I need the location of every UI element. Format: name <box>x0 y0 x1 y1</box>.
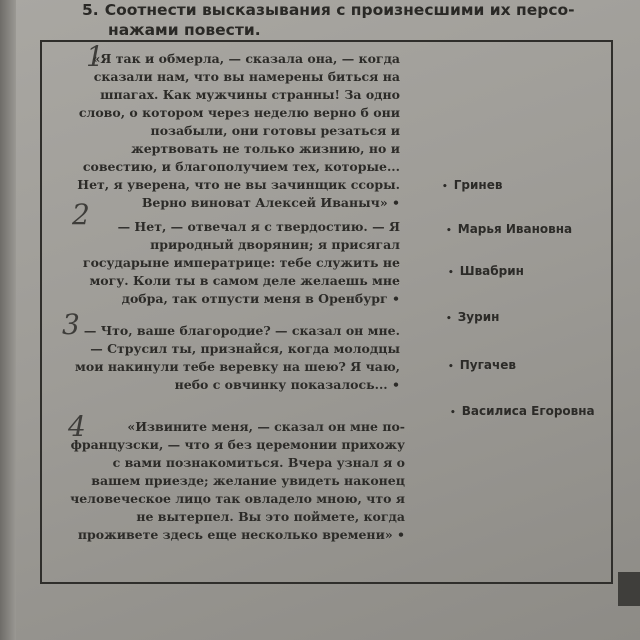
name-label: Пугачев <box>459 358 516 372</box>
handwritten-number-3: 3 <box>62 308 80 341</box>
quote-1: «Я так и обмерла, — сказала она, — когда сказали нам, что вы намерены биться на шпагах. Как мужчины странны! За одно слово, о котором через неделю верно б они позабыли, они готовы резаться и жертвовать не только жизнию, но и совестию, и благополучием тех, которые... Нет, я уверена, что не вы зачинщик ссоры. Верно виноват Алексей Иваныч» • <box>77 51 400 210</box>
name-option-shvabrin[interactable] <box>448 264 524 278</box>
bullet-icon: • <box>448 268 454 278</box>
bullet-icon: • <box>446 314 452 324</box>
task-text-line1: Соотнести высказывания с произнесшими их персо- <box>104 1 575 19</box>
name-option-marya-ivanovna[interactable] <box>446 222 572 236</box>
name-label: Зурин <box>457 310 500 324</box>
task-number: 5. <box>82 1 99 19</box>
quote-4: «Извините меня, — сказал он мне по-французски, — что я без церемонии прихожу с вами познакомиться. Вчера узнал я о вашем приезде; желание увидеть наконец человеческое лицо так овладело мною, что я не вытерпел. Вы это поймете, когда проживете здесь еще несколько времени» • <box>70 419 405 542</box>
handwritten-number-1: 1 <box>86 40 104 73</box>
bullet-icon: • <box>448 362 454 372</box>
handwritten-number-4: 4 <box>68 410 86 443</box>
task-text-line2: нажами повести. <box>108 21 261 39</box>
name-label: Марья Ивановна <box>457 222 573 236</box>
name-label: Василиса Егоровна <box>461 404 595 418</box>
name-option-grinev[interactable] <box>442 178 502 192</box>
quote-3: — Что, ваше благородие? — сказал он мне. — Струсил ты, признайся, когда молодцы мои накинули тебе веревку на шею? Я чаю, небо с овчинку показалось... • <box>75 323 400 392</box>
name-option-pugachev[interactable] <box>448 358 516 372</box>
bullet-icon: • <box>442 182 448 192</box>
name-label: Гринев <box>453 178 503 192</box>
handwritten-number-2: 2 <box>72 198 90 231</box>
bullet-icon: • <box>450 408 456 418</box>
name-label: Швабрин <box>459 264 524 278</box>
quote-2: — Нет, — отвечал я с твердостию. — Я природный дворянин; я присягал государыне императрице: тебе служить не могу. Коли ты в самом деле желаешь мне добра, так отпусти меня в Оренбург • <box>82 219 400 306</box>
page-corner-mark <box>618 572 640 606</box>
name-option-vasilisa-egorovna[interactable] <box>450 404 595 418</box>
task-header <box>82 0 602 40</box>
bullet-icon: • <box>446 226 452 236</box>
name-option-zurin[interactable] <box>446 310 499 324</box>
book-spine-shadow <box>0 0 16 640</box>
